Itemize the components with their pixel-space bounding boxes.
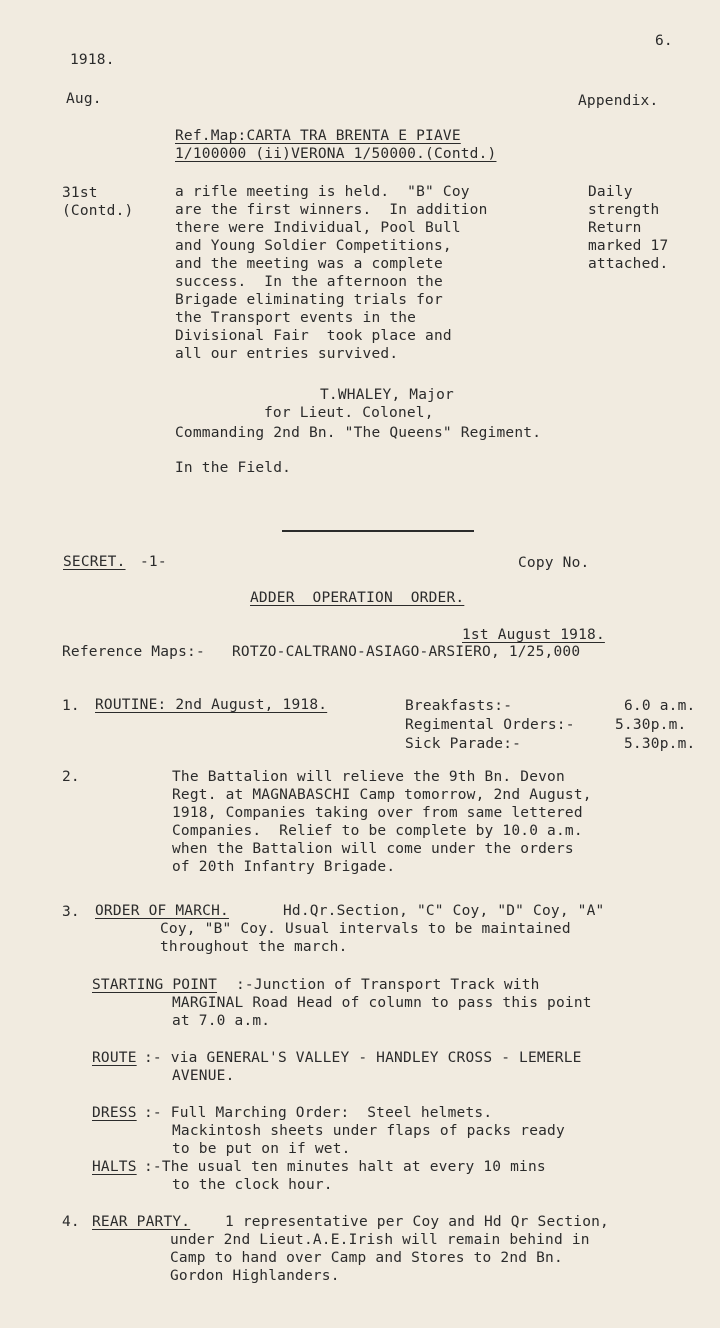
year: 1918.: [70, 52, 115, 68]
entry-line: and the meeting was a complete: [175, 256, 443, 272]
halts-text: :-The usual ten minutes halt at every 10 mins: [144, 1159, 546, 1175]
routine-time: 5.30p.m.: [615, 717, 687, 733]
para-number: 2.: [62, 769, 80, 785]
order-date: 1st August 1918.: [462, 627, 605, 643]
para-number: 3.: [62, 904, 80, 920]
order-of-march-line: Hd.Qr.Section, "C" Coy, "D" Coy, "A": [283, 903, 605, 919]
para2-line: when the Battalion will come under the orders: [172, 841, 574, 857]
para2-line: Companies. Relief to be complete by 10.0 a.m.: [172, 823, 583, 839]
ref-map-line1: Ref.Map:CARTA TRA BRENTA E PIAVE: [175, 128, 461, 144]
entry-line: there were Individual, Pool Bull: [175, 220, 461, 236]
routine-label: Regimental Orders:-: [405, 717, 575, 733]
dress-text: :- Full Marching Order: Steel helmets.: [144, 1105, 493, 1121]
para-number: 1.: [62, 698, 80, 714]
ref-map-line2: 1/100000 (ii)VERONA 1/50000.(Contd.): [175, 146, 497, 162]
page-number: 6.: [655, 33, 673, 49]
halts-text: to the clock hour.: [172, 1177, 333, 1193]
routine-time: 6.0 a.m.: [624, 698, 696, 714]
secret-label: SECRET.: [63, 554, 126, 570]
para2-line: of 20th Infantry Brigade.: [172, 859, 396, 875]
routine-label: Sick Parade:-: [405, 736, 522, 752]
margin-note-line: marked 17: [588, 238, 669, 254]
entry-line: and Young Soldier Competitions,: [175, 238, 452, 254]
month: Aug.: [66, 91, 102, 107]
para2-line: Regt. at MAGNABASCHI Camp tomorrow, 2nd August,: [172, 787, 592, 803]
dress-text: Mackintosh sheets under flaps of packs ready: [172, 1123, 565, 1139]
rear-party-line: under 2nd Lieut.A.E.Irish will remain behind in: [170, 1232, 590, 1248]
starting-point-text: at 7.0 a.m.: [172, 1013, 271, 1029]
route-text: AVENUE.: [172, 1068, 235, 1084]
reference-label: Reference Maps:-: [62, 644, 205, 660]
starting-point-text: MARGINAL Road Head of column to pass this point: [172, 995, 592, 1011]
order-title: ADDER OPERATION ORDER.: [250, 590, 465, 606]
margin-note-line: Daily: [588, 184, 633, 200]
rear-party-heading: REAR PARTY.: [92, 1214, 191, 1230]
routine-heading: ROUTINE: 2nd August, 1918.: [95, 697, 328, 713]
routine-label: Breakfasts:-: [405, 698, 513, 714]
starting-point-text: :-Junction of Transport Track with: [236, 977, 540, 993]
entry-date-contd: (Contd.): [62, 203, 134, 219]
reference-maps: ROTZO-CALTRANO-ASIAGO-ARSIERO, 1/25,000: [232, 644, 581, 660]
para-number: 4.: [62, 1214, 80, 1230]
margin-note-line: Return: [588, 220, 642, 236]
copy-no: Copy No.: [518, 555, 590, 571]
para2-line: The Battalion will relieve the 9th Bn. Devon: [172, 769, 565, 785]
signature-name: T.WHALEY, Major: [320, 387, 454, 403]
entry-date: 31st: [62, 185, 98, 201]
signature-for: for Lieut. Colonel,: [264, 405, 434, 421]
entry-line: the Transport events in the: [175, 310, 417, 326]
entry-line: are the first winners. In addition: [175, 202, 488, 218]
appendix-heading: Appendix.: [578, 93, 659, 109]
entry-line: all our entries survived.: [175, 346, 399, 362]
para2-line: 1918, Companies taking over from same lettered: [172, 805, 583, 821]
order-of-march-line: Coy, "B" Coy. Usual intervals to be maintained: [160, 921, 571, 937]
order-of-march-heading: ORDER OF MARCH.: [95, 903, 229, 919]
halts-label: HALTS: [92, 1159, 137, 1175]
rear-party-line: Gordon Highlanders.: [170, 1268, 340, 1284]
order-of-march-line: throughout the march.: [160, 939, 348, 955]
route-text: :- via GENERAL'S VALLEY - HANDLEY CROSS - LEMERLE: [144, 1050, 582, 1066]
rear-party-line: 1 representative per Coy and Hd Qr Section,: [225, 1214, 609, 1230]
entry-line: Divisional Fair took place and: [175, 328, 452, 344]
route-label: ROUTE: [92, 1050, 137, 1066]
dress-text: to be put on if wet.: [172, 1141, 351, 1157]
sheet-number: -1-: [140, 554, 167, 570]
routine-time: 5.30p.m.: [624, 736, 696, 752]
entry-line: Brigade eliminating trials for: [175, 292, 443, 308]
entry-line: success. In the afternoon the: [175, 274, 443, 290]
entry-line: a rifle meeting is held. "B" Coy: [175, 184, 470, 200]
in-the-field: In the Field.: [175, 460, 292, 476]
dress-label: DRESS: [92, 1105, 137, 1121]
section-divider: [282, 530, 474, 532]
starting-point-label: STARTING POINT: [92, 977, 218, 993]
signature-commanding: Commanding 2nd Bn. "The Queens" Regiment.: [175, 425, 542, 441]
margin-note-line: attached.: [588, 256, 669, 272]
rear-party-line: Camp to hand over Camp and Stores to 2nd Bn.: [170, 1250, 563, 1266]
margin-note-line: strength: [588, 202, 660, 218]
